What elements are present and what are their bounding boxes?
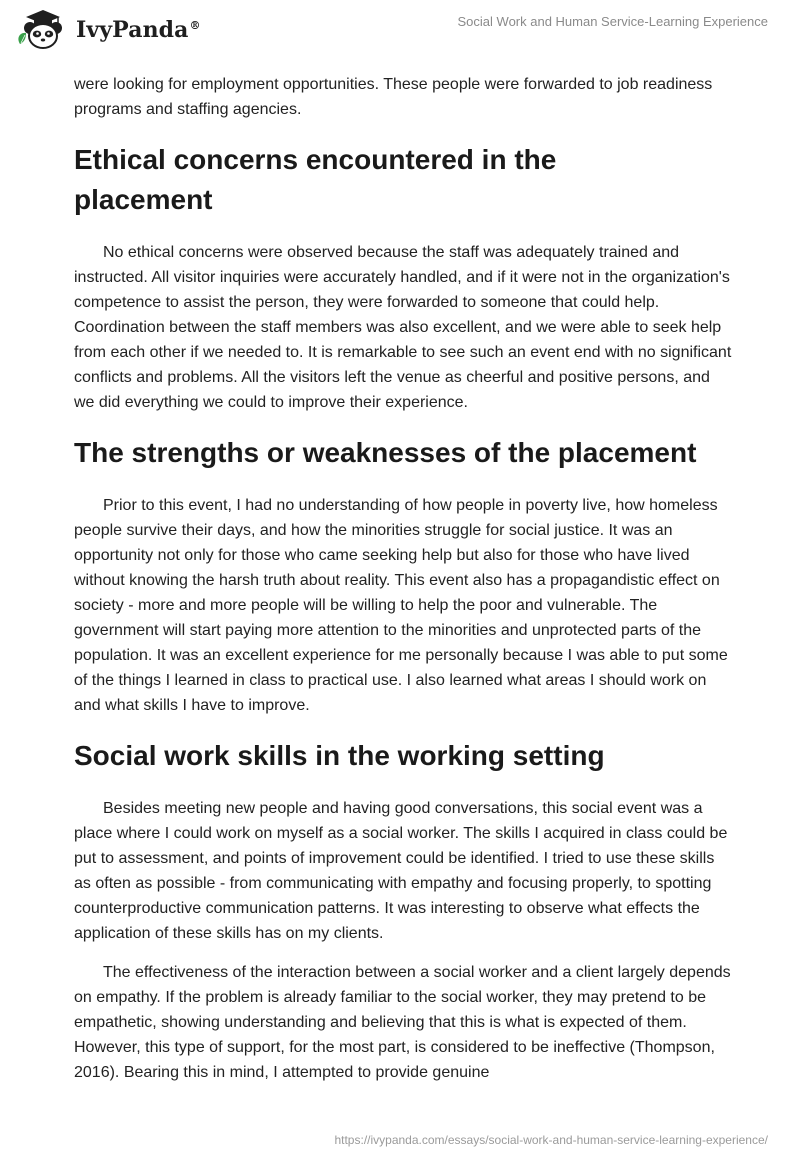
source-url[interactable]: https://ivypanda.com/essays/social-work-and-human-service-learning-experience/ — [334, 1133, 768, 1147]
document-title: Social Work and Human Service-Learning Experience — [457, 14, 768, 29]
panda-logo-icon — [14, 8, 72, 52]
ivypanda-logo[interactable] — [14, 8, 201, 52]
page-header — [0, 0, 800, 70]
paragraph-strengths: Prior to this event, I had no understanding of how people in poverty live, how homeless people survive their days, and how the minorities struggle for social justice. It was an opportunity not only for those who came seeking help but also for those who have lived without knowing the harsh truth about reality. This event also has a propagandistic effect on society - more and more people will be willing to help the poor and vulnerable. The government will start paying more attention to the minorities and unprotected parts of the population. It was an excellent experience for me personally because I was able to put some of the things I learned in class to practical use. I also learned what areas I should work on and what skills I have to improve. — [74, 497, 728, 714]
essay-content — [74, 72, 734, 1099]
paragraph-skills-1: Besides meeting new people and having good conversations, this social event was a place where I could work on myself as a social worker. The skills I acquired in class could be put to assessment, and points of improvement could be identified. I tried to use these skills as often as possible - from communicating with empathy and focusing properly, to spotting counterproductive communication patterns. It was interesting to observe what effects the application of these skills has on my clients. — [74, 800, 728, 942]
paragraph-ethical: No ethical concerns were observed because the staff was adequately trained and instructed. All visitor inquiries were accurately handled, and if it were not in the organization's competence to assist the person, they were forwarded to someone that could help. Coordination between the staff members was also excellent, and we were able to seek help from each other if we needed to. It is remarkable to see such an event end with no significant conflicts and problems. All the visitors left the venue as cheerful and positive persons, and we did everything we could to improve their experience. — [74, 244, 732, 411]
logo-text: IvyPanda® — [76, 17, 201, 43]
section-heading-strengths: The strengths or weaknesses of the placement — [74, 437, 697, 468]
intro-paragraph: were looking for employment opportunities. These people were forwarded to job readiness programs and staffing agencies. — [74, 76, 713, 118]
section-heading-ethical: Ethical concerns encountered in the placement — [74, 144, 557, 215]
section-heading-skills: Social work skills in the working setting — [74, 740, 605, 771]
paragraph-skills-2: The effectiveness of the interaction between a social worker and a client largely depends on empathy. If the problem is already familiar to the social worker, they may pretend to be empathetic, showing understanding and believing that this is what is expected of them. However, this type of support, for the most part, is considered to be ineffective (Thompson, 2016). Bearing this in mind, I attempted to provide genuine — [74, 964, 731, 1081]
